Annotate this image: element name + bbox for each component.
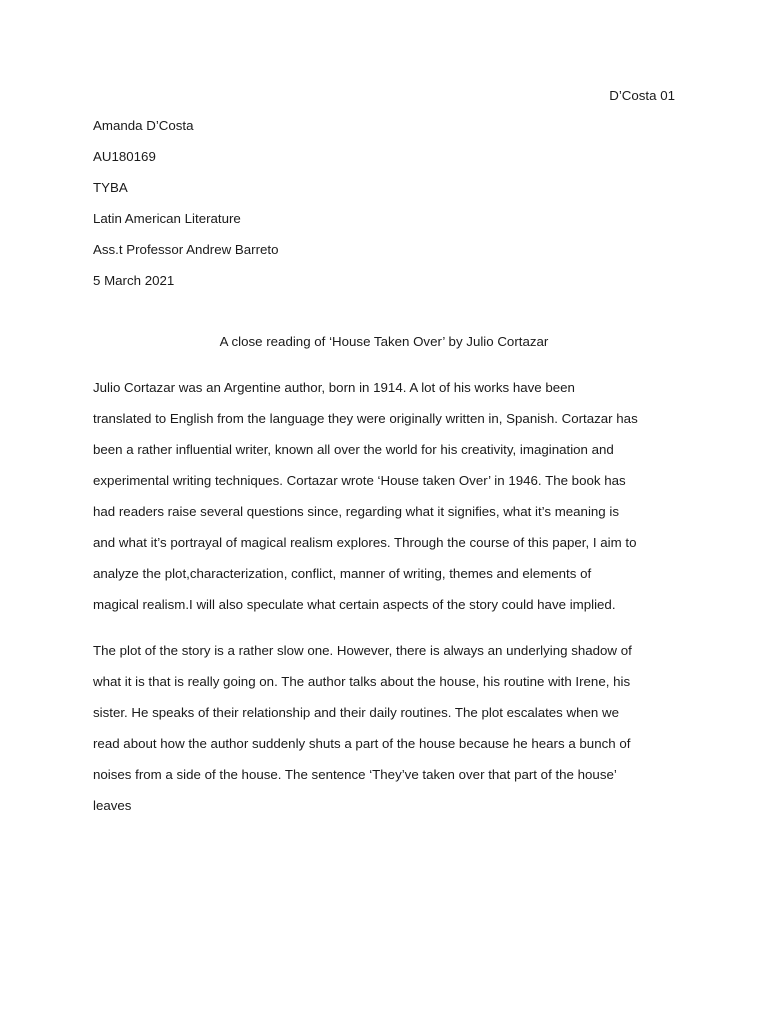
paragraph (93, 643, 675, 829)
paragraph (93, 380, 675, 628)
text-line: what it is that is really going on. The author talks about the house, his routine with Irene, his (93, 674, 631, 689)
text-line: magical realism.I will also speculate what certain aspects of the story could have implied. (93, 597, 616, 612)
essay-body (93, 380, 675, 829)
author-name: Amanda D’Costa (93, 118, 194, 133)
text-line: read about how the author suddenly shuts a part of the house because he hears a bunch of (93, 736, 631, 751)
text-line: been a rather influential writer, known all over the world for his creativity, imagination and (93, 442, 614, 457)
date: 5 March 2021 (93, 273, 175, 288)
class-name: TYBA (93, 180, 128, 195)
text-line: had readers raise several questions since, regarding what it signifies, what it’s meaning is (93, 504, 619, 519)
text-line: analyze the plot,characterization, conflict, manner of writing, themes and elements of (93, 566, 592, 581)
essay-title: A close reading of ‘House Taken Over’ by Julio Cortazar (219, 334, 549, 349)
student-id: AU180169 (93, 149, 156, 164)
text-line: experimental writing techniques. Cortazar wrote ‘House taken Over’ in 1946. The book has (93, 473, 626, 488)
text-line: noises from a side of the house. The sentence ‘They’ve taken over that part of the house’ (93, 767, 617, 782)
heading-block (93, 118, 675, 304)
text-line: Julio Cortazar was an Argentine author, born in 1914. A lot of his works have been (93, 380, 575, 395)
text-line: translated to English from the language they were originally written in, Spanish. Cortazar has (93, 411, 638, 426)
text-line: and what it’s portrayal of magical realism explores. Through the course of this paper, I aim to (93, 535, 637, 550)
text-line: leaves (93, 798, 132, 813)
course-name: Latin American Literature (93, 211, 241, 226)
running-head: D’Costa 01 (609, 88, 675, 103)
text-line: The plot of the story is a rather slow one. However, there is always an underlying shadow of (93, 643, 632, 658)
text-line: sister. He speaks of their relationship and their daily routines. The plot escalates when we (93, 705, 620, 720)
professor-name: Ass.t Professor Andrew Barreto (93, 242, 279, 257)
